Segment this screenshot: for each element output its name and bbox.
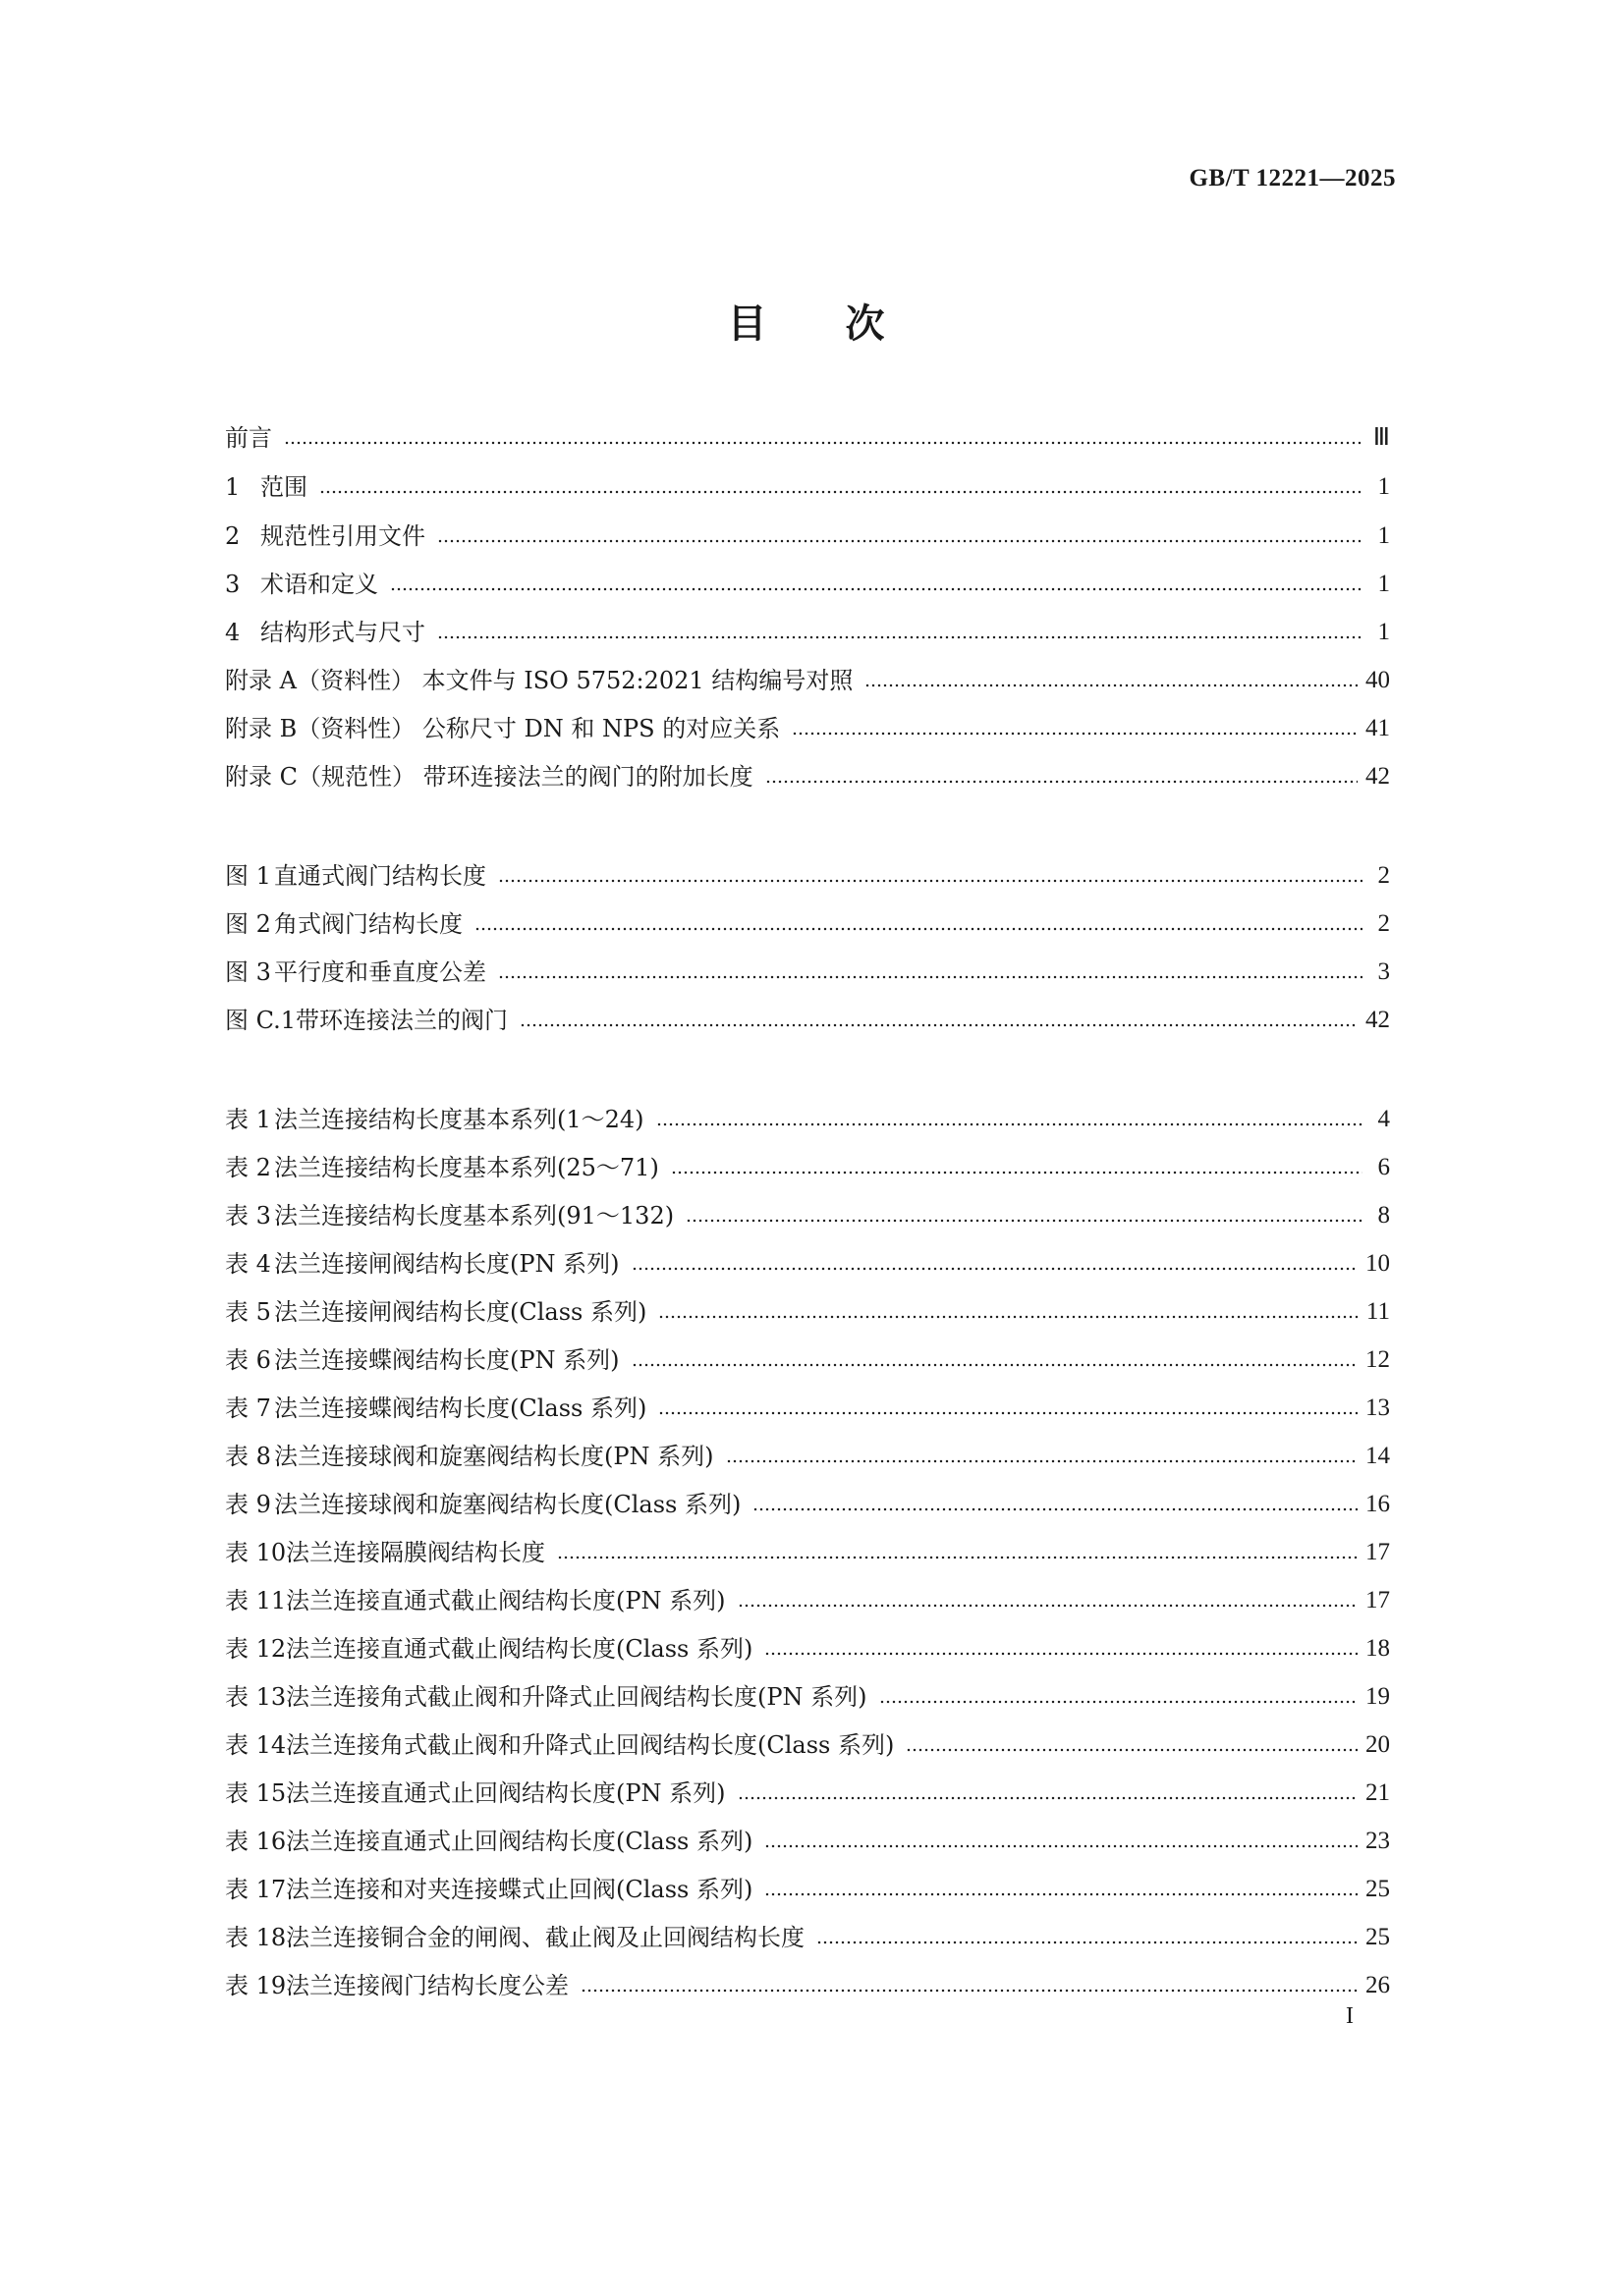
toc-entry-page: 18: [1365, 1635, 1390, 1662]
toc-entry-number: 表 17: [225, 1876, 287, 1903]
leader-dots: [816, 1941, 1358, 1944]
leader-dots: [864, 683, 1358, 687]
toc-entry-number: 表 9: [225, 1491, 271, 1518]
toc-entry-page: 19: [1365, 1683, 1390, 1710]
toc-entry-page: 3: [1377, 958, 1390, 985]
toc-entry-text: 规范性引用文件: [260, 522, 425, 550]
toc-entry-page: 23: [1365, 1828, 1390, 1854]
leader-dots: [764, 1652, 1358, 1656]
toc-entry-text: 平行度和垂直度公差: [274, 958, 486, 986]
leader-dots: [474, 927, 1362, 931]
toc-entry-page: 20: [1365, 1731, 1390, 1758]
leader-dots: [581, 1989, 1358, 1993]
leader-dots: [726, 1459, 1358, 1463]
toc-entry-number: 表 2: [225, 1154, 271, 1181]
toc-entry-text: 法兰连接直通式止回阀结构长度(PN 系列): [286, 1779, 726, 1807]
toc-entry-page: 4: [1377, 1106, 1390, 1132]
toc-entry-page: 1: [1377, 571, 1390, 597]
toc-entry-section-2[interactable]: [225, 519, 1390, 554]
leader-dots: [764, 1844, 1358, 1848]
leader-dots: [686, 1219, 1362, 1223]
toc-entry-text: 法兰连接阀门结构长度公差: [286, 1972, 569, 1999]
toc-entry-page: 2: [1377, 862, 1390, 889]
toc-entry-number: 表 3: [225, 1202, 271, 1230]
toc-entry-number: 表 8: [225, 1443, 271, 1470]
page-number: I: [1346, 2003, 1354, 2029]
leader-dots: [658, 1411, 1358, 1415]
toc-entry-number: 表 7: [225, 1394, 271, 1422]
toc-entry-table-6[interactable]: [225, 1342, 1390, 1378]
toc-entry-page: 1: [1377, 522, 1390, 549]
toc-entry-table-16[interactable]: [225, 1824, 1390, 1859]
leader-dots: [498, 975, 1362, 979]
toc-entry-number: 2: [225, 522, 241, 550]
toc-entry-text: 法兰连接直通式止回阀结构长度(Class 系列): [286, 1828, 753, 1855]
toc-entry-table-3[interactable]: [225, 1198, 1390, 1233]
toc-entry-page: 2: [1377, 910, 1390, 937]
toc-entry-text: 法兰连接直通式截止阀结构长度(Class 系列): [286, 1635, 753, 1663]
toc-entry-text: 法兰连接铜合金的闸阀、截止阀及止回阀结构长度: [286, 1924, 805, 1951]
toc-entry-page: 21: [1365, 1779, 1390, 1806]
toc-entry-table-19[interactable]: [225, 1968, 1390, 2003]
table-of-contents: [225, 0, 1390, 2296]
toc-entry-figure-3[interactable]: [225, 955, 1390, 990]
toc-entry-page: 16: [1365, 1491, 1390, 1517]
toc-entry-page: 12: [1365, 1346, 1390, 1373]
toc-entry-section-3[interactable]: [225, 567, 1390, 602]
toc-entry-number: 表 11: [225, 1587, 287, 1614]
toc-entry-foreword[interactable]: [225, 420, 1390, 456]
toc-entry-text: 法兰连接角式截止阀和升降式止回阀结构长度(Class 系列): [286, 1731, 895, 1759]
toc-entry-annex-a[interactable]: [225, 663, 1390, 698]
toc-entry-page: 17: [1365, 1539, 1390, 1565]
toc-entry-table-5[interactable]: [225, 1294, 1390, 1330]
toc-entry-figure-2[interactable]: [225, 906, 1390, 942]
toc-entry-text: 法兰连接隔膜阀结构长度: [286, 1539, 545, 1566]
toc-entry-page: 42: [1365, 763, 1390, 790]
toc-entry-page: 14: [1365, 1443, 1390, 1469]
title-char-2: 次: [845, 301, 885, 347]
toc-entry-figure-c1[interactable]: [225, 1003, 1390, 1038]
toc-entry-section-1[interactable]: [225, 469, 1390, 505]
toc-entry-table-14[interactable]: [225, 1727, 1390, 1763]
toc-entry-text: 法兰连接结构长度基本系列(1～24): [274, 1106, 644, 1133]
toc-entry-text: 法兰连接直通式截止阀结构长度(PN 系列): [286, 1587, 726, 1614]
toc-entry-number: 图 C.1: [225, 1007, 297, 1034]
toc-entry-table-17[interactable]: [225, 1872, 1390, 1907]
toc-entry-number: 4: [225, 619, 241, 646]
toc-entry-table-12[interactable]: [225, 1631, 1390, 1667]
toc-entry-text: 法兰连接结构长度基本系列(91～132): [274, 1202, 675, 1230]
leader-dots: [752, 1507, 1358, 1511]
toc-entry-number: 图 3: [225, 958, 271, 986]
toc-entry-number: 表 5: [225, 1298, 271, 1326]
toc-entry-table-11[interactable]: [225, 1583, 1390, 1618]
toc-entry-table-2[interactable]: [225, 1150, 1390, 1185]
toc-entry-page: 8: [1377, 1202, 1390, 1229]
toc-entry-page: 6: [1377, 1154, 1390, 1180]
toc-entry-table-7[interactable]: [225, 1391, 1390, 1426]
toc-entry-number: 表 14: [225, 1731, 287, 1759]
toc-entry-text: 结构形式与尺寸: [260, 619, 425, 646]
toc-entry-page: 1: [1377, 619, 1390, 645]
toc-entry-section-4[interactable]: [225, 615, 1390, 650]
toc-entry-table-13[interactable]: [225, 1679, 1390, 1715]
leader-dots: [437, 635, 1362, 639]
toc-entry-text: 角式阀门结构长度: [274, 910, 463, 938]
leader-dots: [671, 1171, 1362, 1175]
toc-entry-text: 法兰连接结构长度基本系列(25～71): [274, 1154, 659, 1181]
toc-entry-page: 26: [1365, 1972, 1390, 1998]
leader-dots: [906, 1748, 1358, 1752]
toc-entry-text: 附录 A（资料性） 本文件与 ISO 5752:2021 结构编号对照: [225, 667, 854, 694]
leader-dots: [498, 879, 1362, 883]
toc-entry-number: 图 1: [225, 862, 271, 890]
leader-dots: [632, 1267, 1358, 1271]
toc-entry-number: 表 6: [225, 1346, 271, 1374]
toc-entry-page: 10: [1365, 1250, 1390, 1277]
leader-dots: [879, 1700, 1358, 1704]
toc-entry-page: 42: [1365, 1007, 1390, 1033]
leader-dots: [656, 1122, 1362, 1126]
leader-dots: [284, 441, 1362, 445]
toc-entry-page: 1: [1377, 473, 1390, 500]
toc-entry-table-1[interactable]: [225, 1102, 1390, 1137]
toc-entry-number: 表 19: [225, 1972, 287, 1999]
toc-entry-page: 13: [1365, 1394, 1390, 1421]
leader-dots: [792, 732, 1358, 736]
toc-entry-text: 法兰连接和对夹连接蝶式止回阀(Class 系列): [286, 1876, 753, 1903]
toc-entry-page: 25: [1365, 1876, 1390, 1902]
toc-entry-number: 3: [225, 571, 241, 598]
leader-dots: [764, 1892, 1358, 1896]
leader-dots: [738, 1604, 1358, 1608]
toc-entry-number: 表 16: [225, 1828, 287, 1855]
toc-entry-annex-c[interactable]: [225, 759, 1390, 794]
toc-entry-table-10[interactable]: [225, 1535, 1390, 1570]
toc-entry-text: 前言: [225, 424, 272, 452]
leader-dots: [765, 780, 1358, 784]
toc-entry-number: 1: [225, 473, 241, 501]
toc-entry-text: 法兰连接闸阀结构长度(Class 系列): [274, 1298, 647, 1326]
toc-entry-number: 表 15: [225, 1779, 287, 1807]
toc-entry-text: 直通式阀门结构长度: [274, 862, 486, 890]
toc-entry-text: 法兰连接蝶阀结构长度(PN 系列): [274, 1346, 620, 1374]
leader-dots: [632, 1363, 1358, 1367]
toc-entry-text: 法兰连接蝶阀结构长度(Class 系列): [274, 1394, 647, 1422]
toc-entry-page: 25: [1365, 1924, 1390, 1950]
toc-entry-table-9[interactable]: [225, 1487, 1390, 1522]
leader-dots: [437, 539, 1362, 543]
toc-entry-page: 17: [1365, 1587, 1390, 1613]
leader-dots: [658, 1315, 1359, 1319]
toc-entry-page: 41: [1365, 715, 1390, 741]
toc-entry-text: 法兰连接闸阀结构长度(PN 系列): [274, 1250, 620, 1278]
toc-entry-text: 带环连接法兰的阀门: [296, 1007, 508, 1034]
toc-entry-table-18[interactable]: [225, 1920, 1390, 1955]
toc-entry-table-8[interactable]: [225, 1439, 1390, 1474]
toc-entry-number: 图 2: [225, 910, 271, 938]
toc-entry-text: 范围: [260, 473, 307, 501]
leader-dots: [390, 587, 1362, 591]
toc-entry-table-4[interactable]: [225, 1246, 1390, 1282]
title-char-1: 目: [727, 301, 767, 347]
toc-entry-number: 表 13: [225, 1683, 287, 1711]
toc-entry-number: 表 1: [225, 1106, 271, 1133]
toc-entry-figure-1[interactable]: [225, 858, 1390, 894]
toc-entry-table-15[interactable]: [225, 1776, 1390, 1811]
leader-dots: [557, 1556, 1358, 1559]
standard-code: GB/T 12221—2025: [1189, 165, 1396, 191]
toc-entry-text: 法兰连接球阀和旋塞阀结构长度(PN 系列): [274, 1443, 714, 1470]
toc-entry-text: 术语和定义: [260, 571, 378, 598]
toc-entry-page: 40: [1365, 667, 1390, 693]
toc-entry-number: 表 12: [225, 1635, 287, 1663]
toc-entry-text: 附录 C（规范性） 带环连接法兰的阀门的附加长度: [225, 763, 753, 791]
toc-entry-annex-b[interactable]: [225, 711, 1390, 746]
toc-entry-page: 11: [1365, 1298, 1390, 1325]
toc-entry-number: 表 18: [225, 1924, 287, 1951]
toc-entry-text: 法兰连接球阀和旋塞阀结构长度(Class 系列): [274, 1491, 742, 1518]
leader-dots: [738, 1796, 1358, 1800]
toc-entry-text: 附录 B（资料性） 公称尺寸 DN 和 NPS 的对应关系: [225, 715, 781, 742]
toc-entry-number: 表 4: [225, 1250, 271, 1278]
toc-entry-page: Ⅲ: [1372, 424, 1390, 451]
toc-entry-number: 表 10: [225, 1539, 287, 1566]
toc-entry-text: 法兰连接角式截止阀和升降式止回阀结构长度(PN 系列): [286, 1683, 867, 1711]
leader-dots: [319, 490, 1362, 494]
leader-dots: [520, 1023, 1358, 1027]
